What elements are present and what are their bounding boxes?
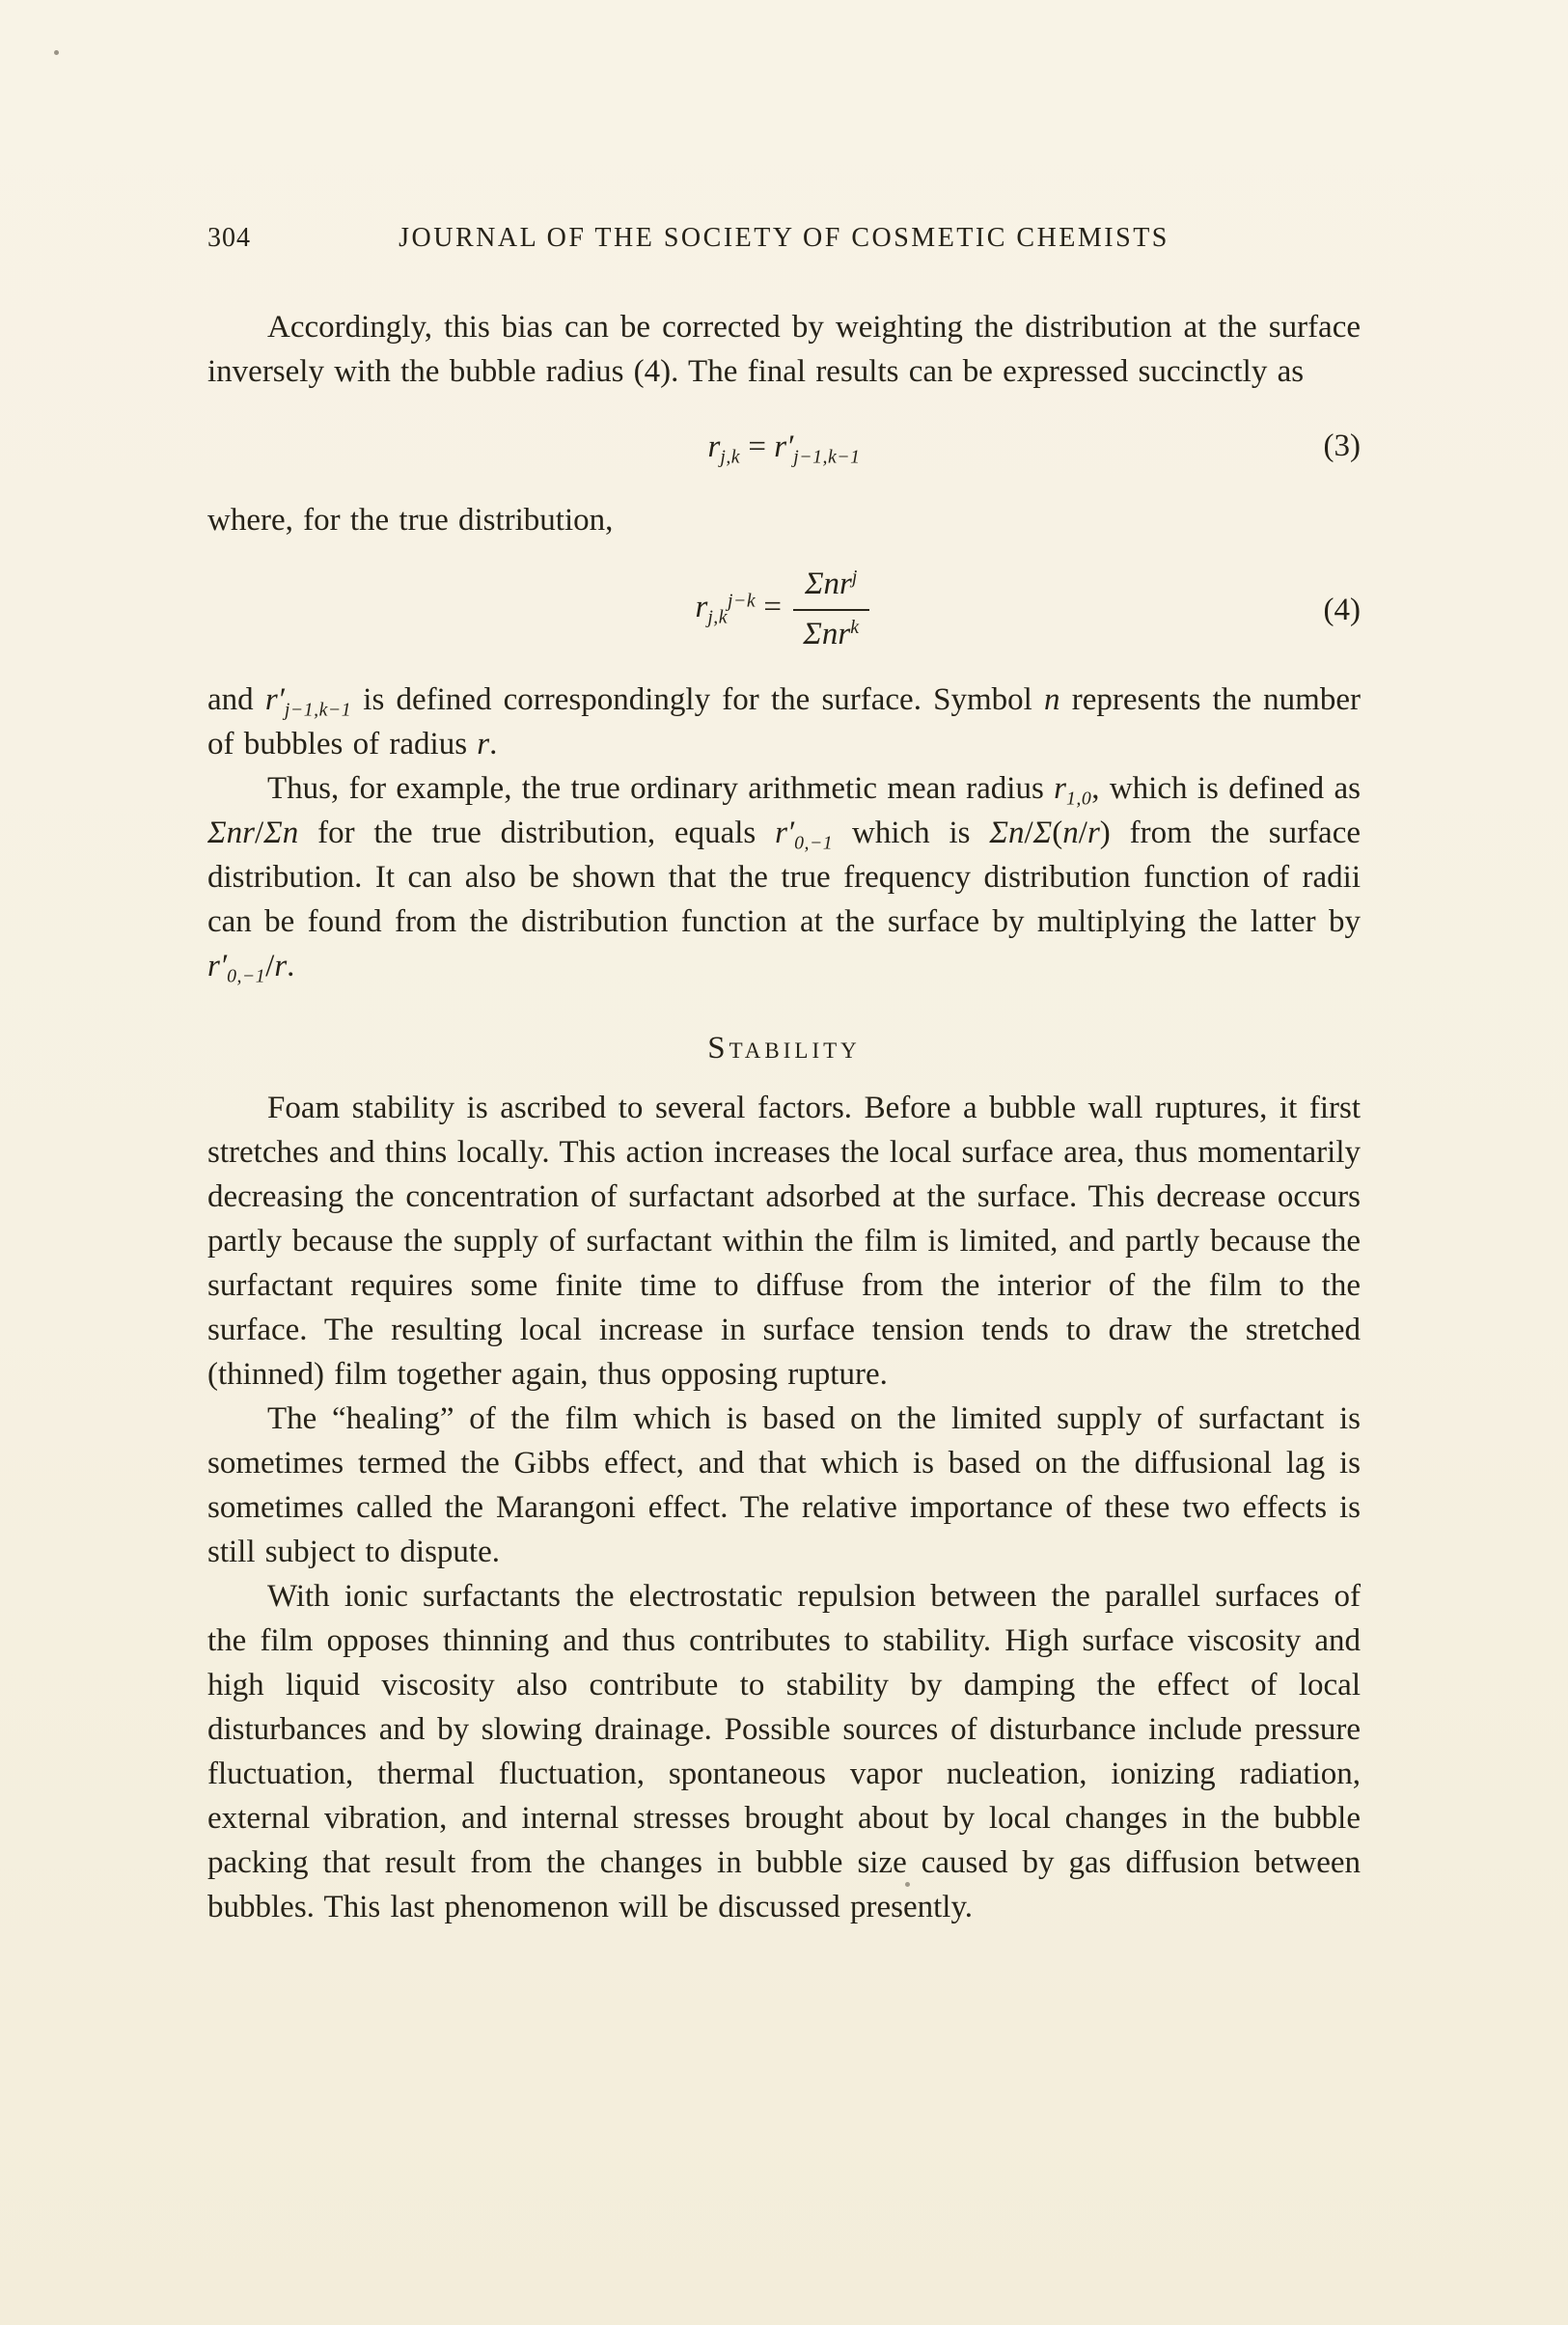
equation-3-number: (3) bbox=[1323, 429, 1361, 464]
equation-3-body: $r_{j,k} = r'_{j-1,k-1}$ bbox=[707, 429, 861, 468]
article-body bbox=[207, 222, 1361, 1929]
page-number: 304 bbox=[207, 223, 251, 253]
paragraph-thus-example: Thus, for example, the true ordinary arithmetic mean radius $r_{1,0}$, which is defined as Σnr/Σn for the true distribution, equals $r'_{0,-1}$ which is Σn/Σ(n/r) from the surface distribution. It can also be shown that the true frequency distribution function of radii can be found from the distribution function at the surface by multiplying the latter by $r'_{0,-1}/r$. bbox=[207, 770, 1361, 986]
paragraph-healing-gibbs: The “healing” of the film which is based on the limited supply of surfactant is sometimes termed the Gibbs effect, and that which is based on the diffusional lag is sometimes called the Marangoni effect. The relative importance of these two effects is still subject to dispute. bbox=[207, 1400, 1361, 1569]
equation-3 bbox=[207, 423, 1361, 469]
equation-4 bbox=[207, 566, 1361, 653]
page-header bbox=[207, 222, 1361, 255]
paragraph-where: where, for the true distribution, bbox=[207, 503, 614, 539]
scan-artifact-dot bbox=[905, 1882, 910, 1887]
equation-4-body: $r_{j,k}^{j-k}$ = $\frac{\Sigma nr^j}{\Sigma nr^k}$ bbox=[695, 566, 872, 653]
equation-4-number: (4) bbox=[1323, 593, 1361, 628]
paragraph-ionic-surfactants: With ionic surfactants the electrostatic repulsion between the parallel surfaces of the film opposes thinning and thus contributes to stability. High surface viscosity and high liquid viscosity also contribute to stability by damping the effect of local disturbances and by slowing drainage. Possible sources of disturbance include pressure fluctuation, thermal fluctuation, spontaneous vapor nucleation, ionizing radiation, external vibration, and internal stresses brought about by local changes in the bubble packing that result from the changes in bubble size caused by gas diffusion between bubbles. This last phenomenon will be discussed presently. bbox=[207, 1578, 1361, 1924]
journal-title: JOURNAL OF THE SOCIETY OF COSMETIC CHEMISTS bbox=[399, 223, 1169, 253]
section-heading-stability: Stability bbox=[707, 1030, 861, 1066]
scan-artifact-dot bbox=[54, 50, 59, 55]
paragraph-foam-stability: Foam stability is ascribed to several factors. Before a bubble wall ruptures, it first stretches and thins locally. This action increases the local surface area, thus momentarily decreasing the concentration of surfactant adsorbed at the surface. This decrease occurs partly because the supply of surfactant within the film is limited, and partly because the surfactant requires some finite time to diffuse from the interior of the film to the surface. The resulting local increase in surface tension tends to draw the stretched (thinned) film together again, thus opposing rupture. bbox=[207, 1090, 1361, 1392]
paragraph-bias-correction: Accordingly, this bias can be corrected by weighting the distribution at the surface inversely with the bubble radius (4). The final results can be expressed succinctly as bbox=[207, 310, 1361, 389]
paragraph-defined-correspondingly: and $r'_{j-1,k-1}$ is defined correspondingly for the surface. Symbol n represents the number of bubbles of radius r. bbox=[207, 681, 1361, 761]
